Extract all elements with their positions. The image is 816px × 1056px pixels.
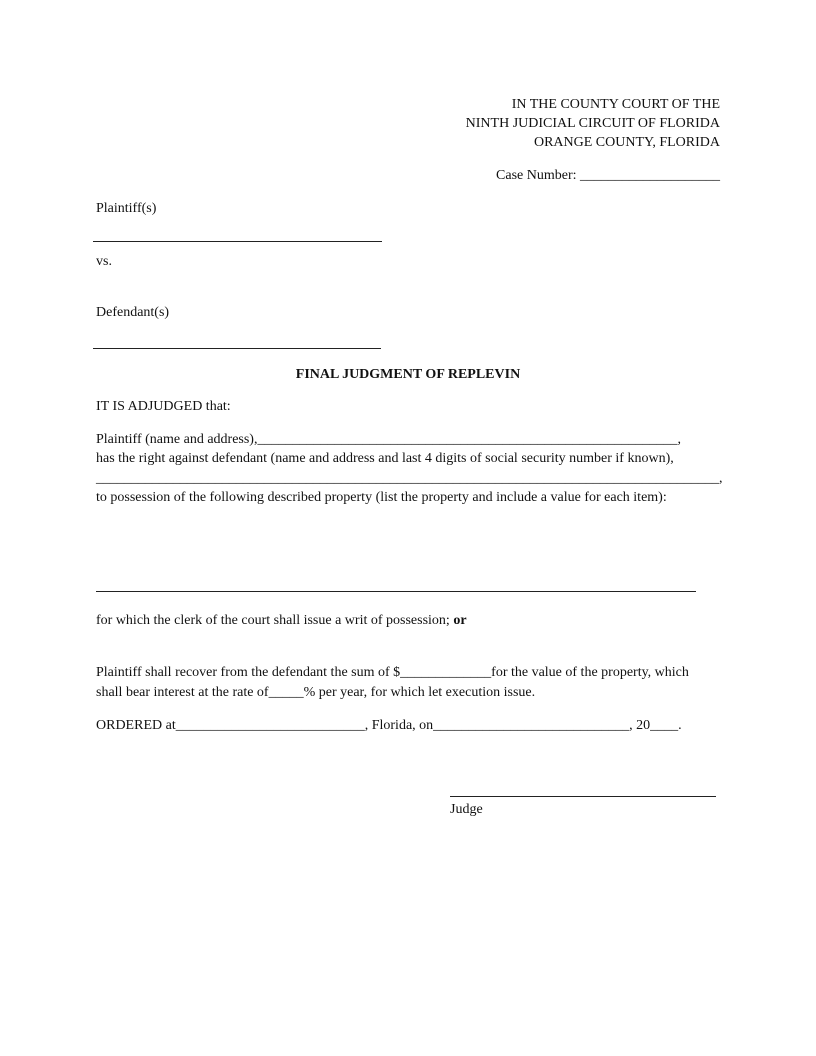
ordered-line: ORDERED at___________________________, Florida, on____________________________, 20____.: [96, 718, 682, 733]
recovery-line-1: Plaintiff shall recover from the defendant the sum of $_____________for the value of the property, which: [96, 665, 689, 680]
recovery-line-2: shall bear interest at the rate of_____% per year, for which let execution issue.: [96, 685, 536, 700]
plaintiff-name-line: Plaintiff (name and address),____________________________________________________________,: [96, 432, 681, 447]
property-list-line: [96, 591, 696, 592]
property-description-line: to possession of the following described property (list the property and include a value for each item):: [96, 490, 667, 505]
writ-text: for which the clerk of the court shall issue a writ of possession;: [96, 613, 454, 628]
document-title: FINAL JUDGMENT OF REPLEVIN: [295, 367, 521, 382]
plaintiff-signature-line: [93, 241, 382, 242]
defendant-blank-line: _________________________________________________________________________________________,: [96, 471, 723, 486]
adjudged-heading: IT IS ADJUDGED that:: [96, 399, 231, 414]
defendant-description-line: has the right against defendant (name and address and last 4 digits of social security number if known),: [96, 451, 674, 466]
court-name-line-3: ORANGE COUNTY, FLORIDA: [533, 135, 720, 150]
case-number-field: Case Number: ____________________: [496, 168, 720, 183]
judge-label: Judge: [450, 802, 483, 817]
court-name-line-2: NINTH JUDICIAL CIRCUIT OF FLORIDA: [465, 116, 720, 131]
defendant-label: Defendant(s): [96, 305, 170, 320]
court-name-line-1: IN THE COUNTY COURT OF THE: [511, 97, 720, 112]
writ-of-possession-line: [96, 612, 467, 629]
versus-label: vs.: [96, 254, 112, 269]
plaintiff-label: Plaintiff(s): [96, 201, 157, 216]
writ-or: or: [453, 613, 467, 628]
judge-signature-line: [450, 796, 716, 797]
defendant-signature-line: [93, 348, 381, 349]
